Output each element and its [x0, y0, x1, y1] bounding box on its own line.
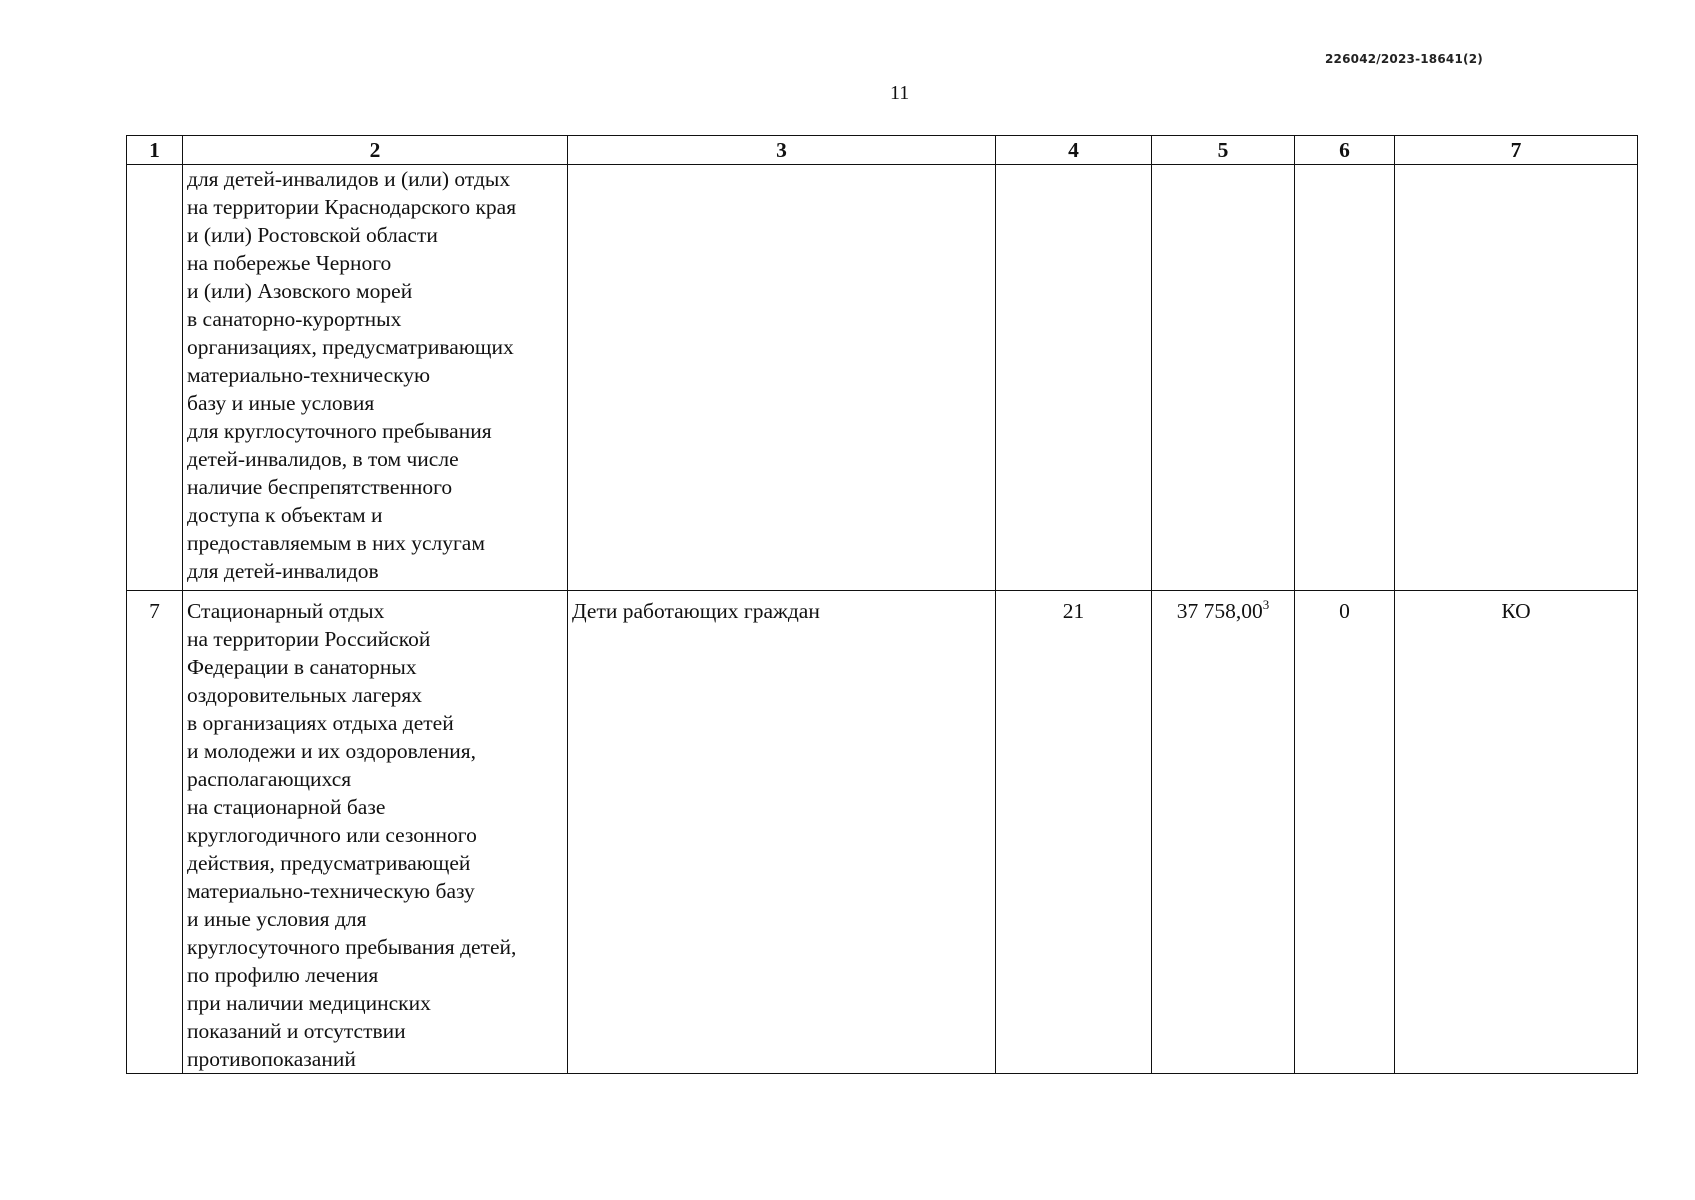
column-header: 5	[1152, 136, 1295, 165]
description-line: в организациях отдыха детей	[187, 711, 454, 735]
description-line: располагающихся	[187, 767, 352, 791]
description-cell	[183, 591, 568, 1074]
document-code: 226042/2023-18641(2)	[1325, 52, 1483, 66]
row-number-cell	[127, 165, 183, 591]
description-line: для детей-инвалидов	[187, 559, 379, 583]
description-line: Федерации в санаторных	[187, 655, 417, 679]
value-cell: 21	[996, 591, 1152, 1074]
column-header: 1	[127, 136, 183, 165]
description-line: показаний и отсутствии	[187, 1019, 406, 1043]
description-line: на территории Российской	[187, 627, 431, 651]
description-line: и молодежи и их оздоровления,	[187, 739, 477, 763]
description-line: организациях, предусматривающих	[187, 335, 514, 359]
cost-value: 37 758,00	[1176, 599, 1263, 623]
value-cell	[1152, 165, 1295, 591]
description-line: по профилю лечения	[187, 963, 379, 987]
description-line: наличие беспрепятственного	[187, 475, 453, 499]
value-cell	[1295, 165, 1395, 591]
description-line: действия, предусматривающей	[187, 851, 471, 875]
category-cell	[568, 165, 996, 591]
column-header: 7	[1395, 136, 1638, 165]
row-number-cell: 7	[127, 591, 183, 1074]
description-line: и иные условия для	[187, 907, 367, 931]
table-header-row	[127, 136, 1638, 165]
description-line: материально-техническую	[187, 363, 431, 387]
footnote-marker: 3	[1262, 597, 1270, 612]
description-line: доступа к объектам и	[187, 503, 383, 527]
description-line: на стационарной базе	[187, 795, 386, 819]
column-header: 3	[568, 136, 996, 165]
description-line: оздоровительных лагерях	[187, 683, 422, 707]
column-header: 6	[1295, 136, 1395, 165]
data-table	[126, 135, 1638, 1074]
description-line: на побережье Черного	[187, 251, 392, 275]
description-line: круглогодичного или сезонного	[187, 823, 477, 847]
description-line: при наличии медицинских	[187, 991, 431, 1015]
description-line: и (или) Азовского морей	[187, 279, 413, 303]
value-cell	[1395, 165, 1638, 591]
description-line: на территории Краснодарского края	[187, 195, 517, 219]
description-line: для круглосуточного пребывания	[187, 419, 492, 443]
description-line: и (или) Ростовской области	[187, 223, 438, 247]
description-cell	[183, 165, 568, 591]
description-line: детей-инвалидов, в том числе	[187, 447, 459, 471]
code-cell: КО	[1395, 591, 1638, 1074]
column-header: 2	[183, 136, 568, 165]
description-line: в санаторно-курортных	[187, 307, 402, 331]
value-cell: 0	[1295, 591, 1395, 1074]
column-header: 4	[996, 136, 1152, 165]
description-line: круглосуточного пребывания детей,	[187, 935, 517, 959]
description-line: для детей-инвалидов и (или) отдых	[187, 167, 511, 191]
table-row	[127, 165, 1638, 591]
description-line: противопоказаний	[187, 1047, 356, 1071]
page-number: 11	[890, 82, 910, 104]
description-line: Стационарный отдых	[187, 599, 385, 623]
value-cell	[996, 165, 1152, 591]
table-row	[127, 591, 1638, 1074]
description-line: базу и иные условия	[187, 391, 375, 415]
category-cell: Дети работающих граждан	[568, 591, 996, 1074]
description-line: материально-техническую базу	[187, 879, 475, 903]
cost-cell	[1152, 591, 1295, 1074]
description-line: предоставляемым в них услугам	[187, 531, 485, 555]
